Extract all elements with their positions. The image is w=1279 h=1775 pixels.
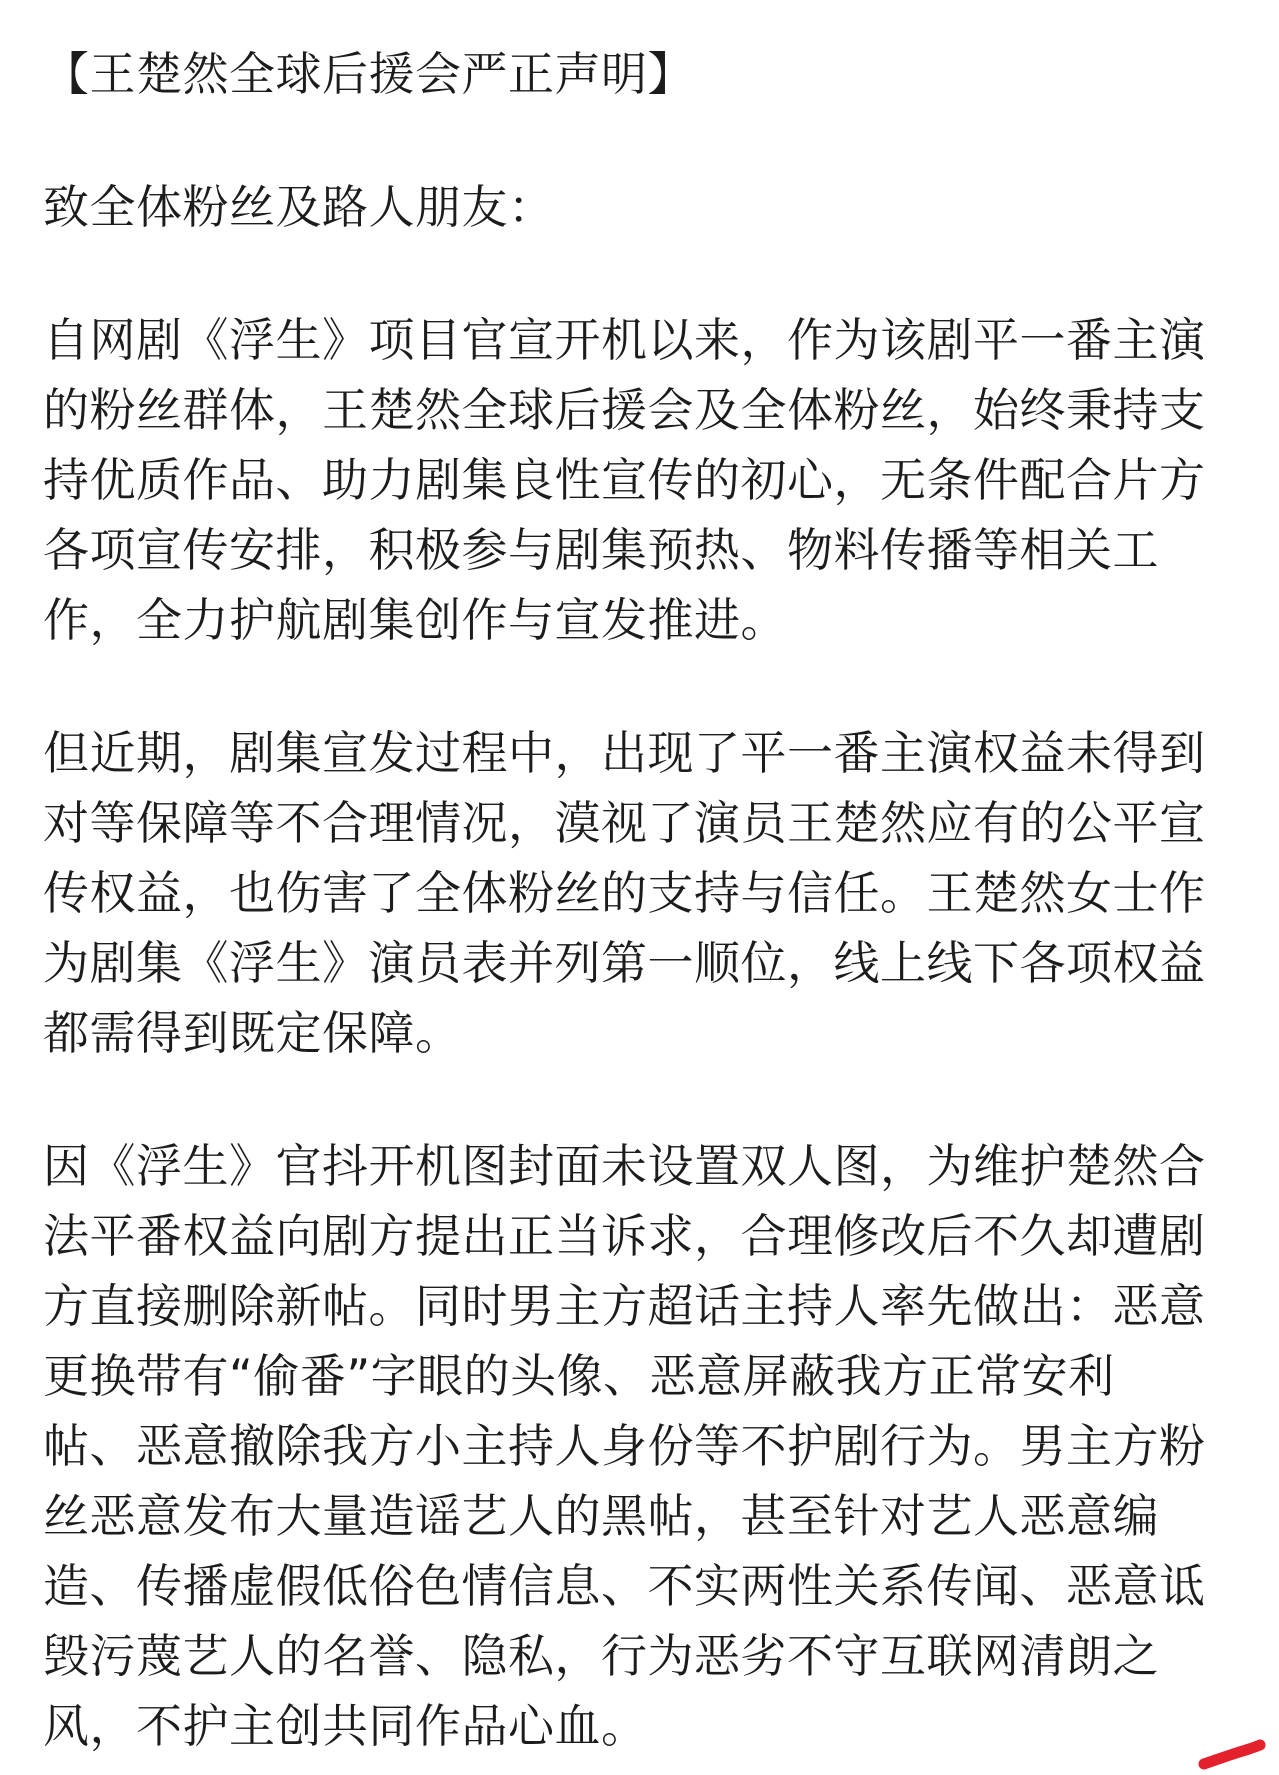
salutation-block (43, 172, 1263, 242)
paragraph-line: 法平番权益向剧方提出正当诉求，合理修改后不久却遭剧 (43, 1209, 1206, 1263)
paragraph-3 (43, 1131, 1263, 1761)
paragraph-line: 帖、恶意撤除我方小主持人身份等不护剧行为。男主方粉 (43, 1419, 1206, 1473)
statement-document (43, 39, 1263, 1761)
paragraph-line: 造、传播虚假低俗色情信息、不实两性关系传闻、恶意诋 (43, 1559, 1206, 1613)
paragraph-line: 自网剧《浮生》项目官宣开机以来，作为该剧平一番主演 (43, 313, 1206, 367)
paragraph-line: 因《浮生》官抖开机图封面未设置双人图，为维护楚然合 (43, 1139, 1206, 1193)
paragraph-line: 持优质作品、助力剧集良性宣传的初心，无条件配合片方 (43, 453, 1206, 507)
paragraph-line: 但近期，剧集宣发过程中，出现了平一番主演权益未得到 (43, 726, 1206, 780)
paragraph-line: 风，不护主创共同作品心血。 (43, 1699, 648, 1753)
paragraph-line: 更换带有“偷番”字眼的头像、恶意屏蔽我方正常安利 (43, 1349, 1115, 1403)
paragraph-line: 对等保障等不合理情况，漠视了演员王楚然应有的公平宣 (43, 796, 1206, 850)
red-stroke-mark-icon (1196, 1738, 1268, 1772)
paragraph-line: 各项宣传安排，积极参与剧集预热、物料传播等相关工 (43, 523, 1159, 577)
paragraph-2 (43, 718, 1263, 1068)
paragraph-line: 都需得到既定保障。 (43, 1006, 462, 1060)
salutation: 致全体粉丝及路人朋友： (43, 180, 555, 234)
paragraph-line: 传权益，也伤害了全体粉丝的支持与信任。王楚然女士作 (43, 866, 1206, 920)
statement-title-block (43, 39, 1263, 109)
paragraph-line: 为剧集《浮生》演员表并列第一顺位，线上线下各项权益 (43, 936, 1206, 990)
paragraph-line: 丝恶意发布大量造谣艺人的黑帖，甚至针对艺人恶意编 (43, 1489, 1159, 1543)
paragraph-line: 的粉丝群体，王楚然全球后援会及全体粉丝，始终秉持支 (43, 383, 1206, 437)
paragraph-line: 作，全力护航剧集创作与宣发推进。 (43, 593, 787, 647)
paragraph-1 (43, 305, 1263, 655)
statement-title: 【王楚然全球后援会严正声明】 (43, 47, 694, 101)
paragraph-line: 方直接删除新帖。同时男主方超话主持人率先做出：恶意 (43, 1279, 1206, 1333)
paragraph-line: 毁污蔑艺人的名誉、隐私，行为恶劣不守互联网清朗之 (43, 1629, 1159, 1683)
